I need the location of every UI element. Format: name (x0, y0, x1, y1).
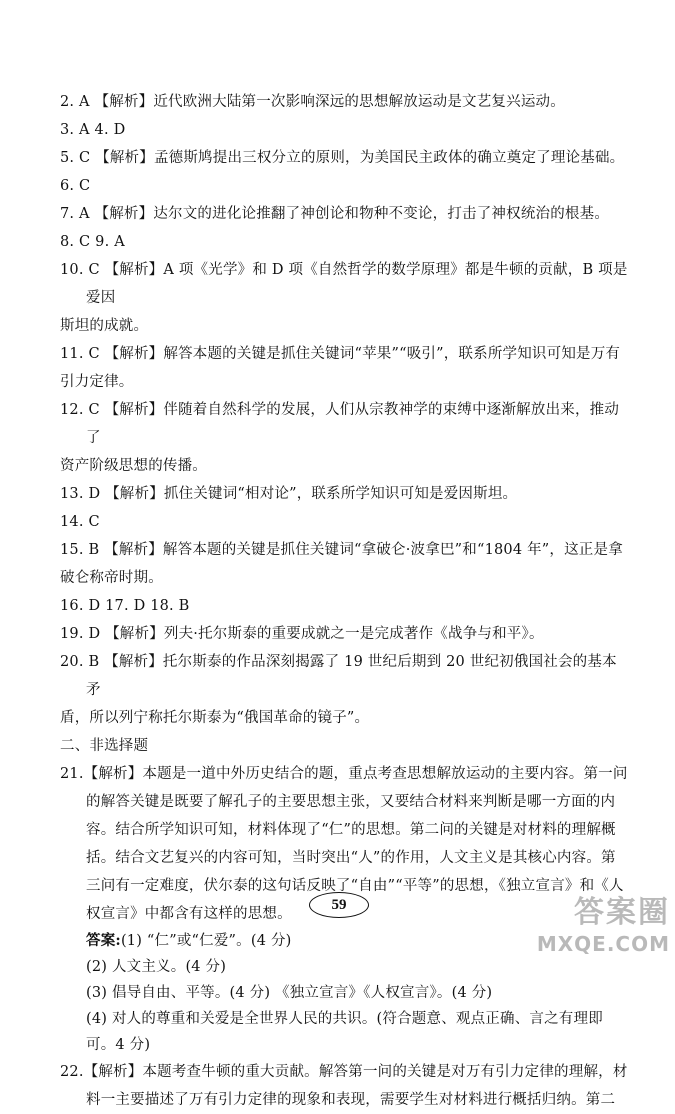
page-number: 59 (309, 892, 369, 918)
answer-item (60, 340, 630, 396)
answer-item (60, 144, 630, 172)
answer-item-line: 6. C (60, 178, 91, 194)
answer-item (60, 648, 630, 732)
answer-item (60, 396, 630, 480)
answer-item-line: 12. C 【解析】伴随着自然科学的发展，人们从宗教神学的束缚中逐渐解放出来，推动了 (60, 402, 620, 446)
answer-item-continuation: 资产阶级思想的传播。 (60, 458, 207, 474)
section-title: 二、非选择题 (60, 738, 149, 754)
answer-item (60, 116, 630, 144)
answer-item (60, 536, 630, 592)
answer-item (60, 228, 630, 256)
answer-item-line: 2. A 【解析】近代欧洲大陆第一次影响深远的思想解放运动是文艺复兴运动。 (60, 94, 565, 110)
answer-item-line: 19. D 【解析】列夫·托尔斯泰的重要成就之一是完成著作《战争与和平》。 (60, 626, 544, 642)
q21-answer-3: (3) 倡导自由、平等。(4 分) 《独立宣言》《人权宣言》。(4 分) (86, 985, 493, 1001)
answer-item-line: 10. C 【解析】A 项《光学》和 D 项《自然哲学的数学原理》都是牛顿的贡献，B 项是爱因 (60, 262, 628, 306)
answer-item-line: 11. C 【解析】解答本题的关键是抓住关键词“苹果”“吸引”，联系所学知识可知是万有 (60, 346, 621, 362)
answer-item-continuation: 斯坦的成就。 (60, 318, 149, 334)
answer-item-continuation: 破仑称帝时期。 (60, 570, 163, 586)
answer-item (60, 88, 630, 116)
watermark-url: MXQE.COM (536, 932, 670, 956)
answer-item-line: 13. D 【解析】抓住关键词“相对论”，联系所学知识可知是爱因斯坦。 (60, 486, 518, 502)
answer-item-line: 20. B 【解析】托尔斯泰的作品深刻揭露了 19 世纪后期到 20 世纪初俄国社会的基本矛 (60, 654, 617, 698)
answer-item (60, 508, 630, 536)
answer-item (60, 620, 630, 648)
answer-item-line: 7. A 【解析】达尔文的进化论推翻了神创论和物种不变论，打击了神权统治的根基。 (60, 206, 610, 222)
answer-item-continuation: 盾，所以列宁称托尔斯泰为“俄国革命的镜子”。 (60, 710, 370, 726)
q21-analysis: 21.【解析】本题是一道中外历史结合的题，重点考查思想解放运动的主要内容。第一问的解答关键是既要了解孔子的主要思想主张，又要结合材料来判断是哪一方面的内容。结合所学知识可知，材料体现了“仁”的思想。第二问的关键是对材料的理解概括。结合文艺复兴的内容可知，当时突出“人”的作用，人文主义是其核心内容。第三问有一定难度，伏尔泰的这句话反映了“自由”“平等”的思想，《独立宣言》和《人权宣言》中都含有这样的思想。 (60, 766, 628, 922)
answer-1-text: (1) “仁”或“仁爱”。(4 分) (120, 933, 292, 949)
answer-item-line: 15. B 【解析】解答本题的关键是抓住关键词“拿破仑·波拿巴”和“1804 年”，这正是拿 (60, 542, 623, 558)
answer-item (60, 592, 630, 620)
multiple-choice-answers (60, 88, 630, 732)
q21-answer-2: (2) 人文主义。(4 分) (86, 959, 227, 975)
answer-item (60, 172, 630, 200)
q22-analysis: 22.【解析】本题考查牛顿的重大贡献。解答第一问的关键是对万有引力定律的理解，材料一主要描述了万有引力定律的现象和表现，需要学生对材料进行概括归纳。第二 (60, 1064, 628, 1108)
answer-item-line: 5. C 【解析】孟德斯鸠提出三权分立的原则，为美国民主政体的确立奠定了理论基础。 (60, 150, 625, 166)
answer-item-line: 3. A 4. D (60, 122, 126, 138)
answer-item-line: 8. C 9. A (60, 234, 125, 250)
answer-item (60, 200, 630, 228)
answer-item-continuation: 引力定律。 (60, 374, 134, 390)
watermark-logo (520, 895, 670, 965)
watermark-text: 答案圈 (574, 895, 670, 930)
answer-item (60, 480, 630, 508)
answer-item (60, 256, 630, 340)
answer-label: 答案: (86, 932, 121, 949)
q21-answer-4: (4) 对人的尊重和关爱是全世界人民的共识。(符合题意、观点正确、言之有理即可。4 分) (86, 1011, 603, 1053)
answer-item-line: 14. C (60, 514, 100, 530)
answer-item-line: 16. D 17. D 18. B (60, 598, 190, 614)
